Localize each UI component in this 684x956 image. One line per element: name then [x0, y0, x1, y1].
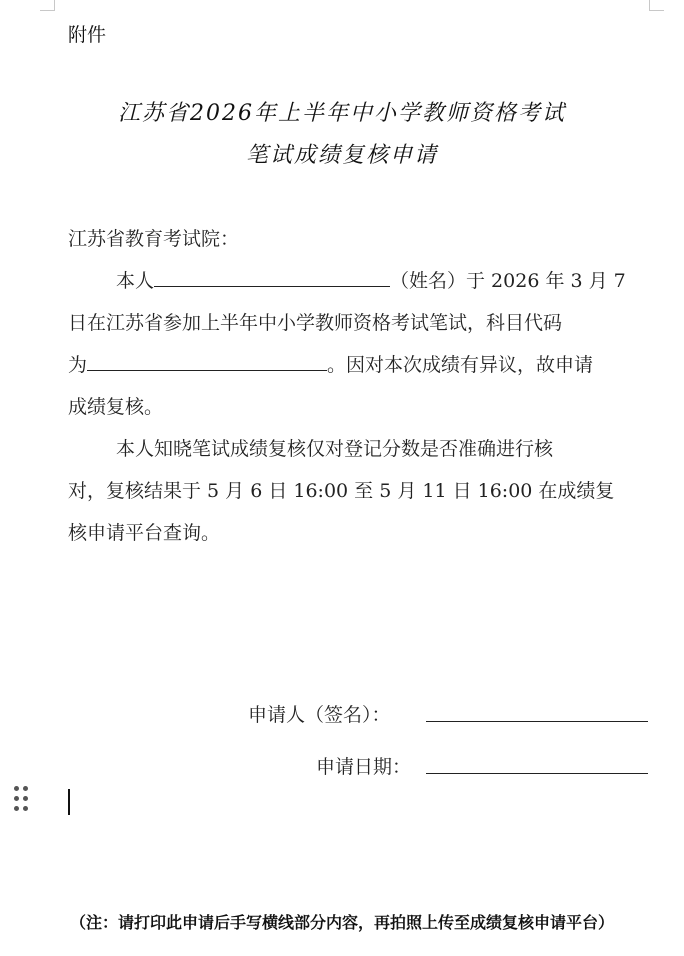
text-cursor: [68, 789, 70, 815]
page-corner-mark-left: [40, 0, 55, 11]
para1-line2: 日在江苏省参加上半年中小学教师资格考试笔试，科目代码: [68, 312, 563, 334]
para2-line2: 对，复核结果于 5 月 6 日 16:00 至 5 月 11 日 16:00 在成绩复: [68, 480, 615, 502]
attachment-label: 附件: [68, 24, 107, 46]
document-title-line2: 笔试成绩复核申请: [245, 143, 438, 168]
para1-line1-suffix: （姓名）于 2026 年 3 月 7: [390, 270, 626, 292]
para2-line3: 核申请平台查询。: [68, 522, 221, 544]
drag-handle-icon[interactable]: [14, 786, 30, 814]
application-date-label: 申请日期：: [316, 756, 412, 778]
footnote: （注：请打印此申请后手写横线部分内容，再拍照上传至成绩复核申请平台）: [69, 913, 614, 932]
addressee: 江苏省教育考试院：: [68, 228, 240, 250]
document-title-line1: 江苏省2026年上半年中小学教师资格考试: [118, 101, 566, 126]
name-blank-line: [154, 266, 390, 287]
page-corner-mark-right: [649, 0, 664, 11]
para1-line3-prefix: 为: [68, 354, 88, 376]
para1-line1: [116, 266, 626, 293]
subject-code-blank-line: [87, 350, 327, 371]
para2-line1: 本人知晓笔试成绩复核仅对登记分数是否准确进行核: [116, 438, 554, 460]
para1-line1-prefix: 本人: [116, 270, 155, 292]
applicant-signature-line: [426, 720, 648, 722]
para1-line4: 成绩复核。: [68, 396, 164, 418]
application-date-line: [426, 772, 648, 774]
applicant-signature-label: 申请人（签名）：: [248, 704, 391, 726]
para1-line3: [68, 350, 593, 377]
para1-line3-suffix: 。因对本次成绩有异议，故申请: [327, 354, 594, 376]
